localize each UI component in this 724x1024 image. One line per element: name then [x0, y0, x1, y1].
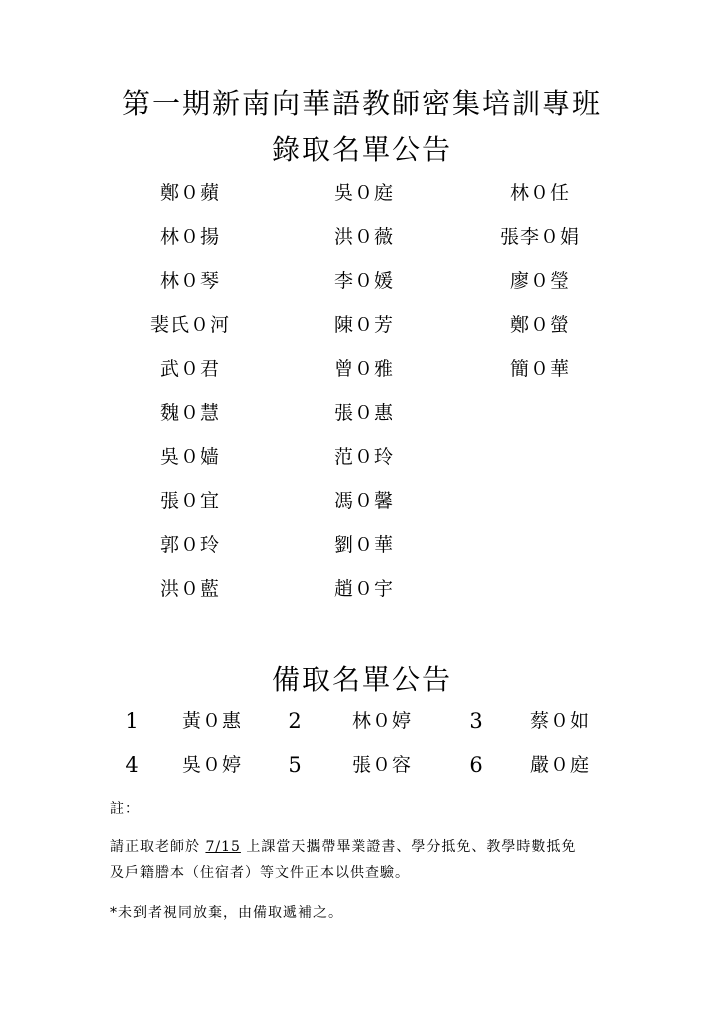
- reserve-number: 2: [288, 709, 302, 733]
- page-title: 第一期新南向華語教師密集培訓專班: [121, 87, 602, 120]
- admitted-name: 郭０玲: [159, 534, 220, 556]
- admitted-name: 鄭０蘋: [159, 182, 220, 204]
- admitted-name: 洪０薇: [333, 226, 394, 248]
- reserve-name: 黃０惠: [181, 710, 242, 732]
- notes-line-2: 及戶籍謄本（住宿者）等文件正本以供查驗。: [110, 865, 410, 881]
- reserve-name: 林０婷: [351, 710, 412, 732]
- admitted-name: 張李０娟: [499, 226, 580, 248]
- reserve-row: [0, 704, 724, 738]
- notes-text: 上課當天攜帶畢業證書、學分抵免、教學時數抵免: [240, 839, 577, 855]
- admitted-name: 吳０嫱: [159, 446, 220, 468]
- admitted-name: 陳０芳: [333, 314, 394, 336]
- admitted-column-2: [289, 178, 439, 618]
- reserve-number: 4: [125, 753, 139, 777]
- admitted-name: 趙０宇: [333, 578, 394, 600]
- admitted-name: 武０君: [159, 358, 220, 380]
- admitted-name: 劉０華: [333, 534, 394, 556]
- admitted-name: 范０玲: [333, 446, 394, 468]
- admitted-name: 洪０藍: [159, 578, 220, 600]
- notes-line-1: [110, 836, 576, 856]
- admitted-name: 馮０馨: [333, 490, 394, 512]
- reserve-name: 嚴０庭: [529, 754, 590, 776]
- reserve-list-title: 備取名單公告: [271, 663, 452, 696]
- reserve-number: 3: [469, 709, 483, 733]
- notes-label: 註：: [110, 801, 140, 817]
- admitted-name: 簡０華: [509, 358, 570, 380]
- reserve-number: 6: [469, 753, 483, 777]
- admitted-name: 林０琴: [159, 270, 220, 292]
- admitted-name: 吳０庭: [333, 182, 394, 204]
- admitted-name: 林０揚: [159, 226, 220, 248]
- reserve-name: 蔡０如: [529, 710, 590, 732]
- notes-line-3: *未到者視同放棄，由備取遞補之。: [110, 905, 343, 921]
- admitted-name: 裴氏０河: [149, 314, 230, 336]
- admitted-name: 魏０慧: [159, 402, 220, 424]
- admitted-name: 李０媛: [333, 270, 394, 292]
- admitted-name: 林０任: [509, 182, 570, 204]
- notes-date: 7/15: [205, 839, 241, 855]
- reserve-row: [0, 748, 724, 782]
- admitted-name: 張０宜: [159, 490, 220, 512]
- admitted-name: 曾０雅: [333, 358, 394, 380]
- reserve-number: 1: [125, 709, 139, 733]
- admitted-name: 鄭０螢: [509, 314, 570, 336]
- reserve-name: 吳０婷: [181, 754, 242, 776]
- reserve-name: 張０容: [351, 754, 412, 776]
- admitted-name: 張０惠: [333, 402, 394, 424]
- admitted-column-1: [115, 178, 265, 618]
- notes-text: 請正取老師於: [110, 839, 206, 855]
- admitted-list-title: 錄取名單公告: [271, 133, 452, 166]
- reserve-number: 5: [288, 753, 302, 777]
- admitted-name: 廖０瑩: [509, 270, 570, 292]
- admitted-column-3: [465, 178, 615, 398]
